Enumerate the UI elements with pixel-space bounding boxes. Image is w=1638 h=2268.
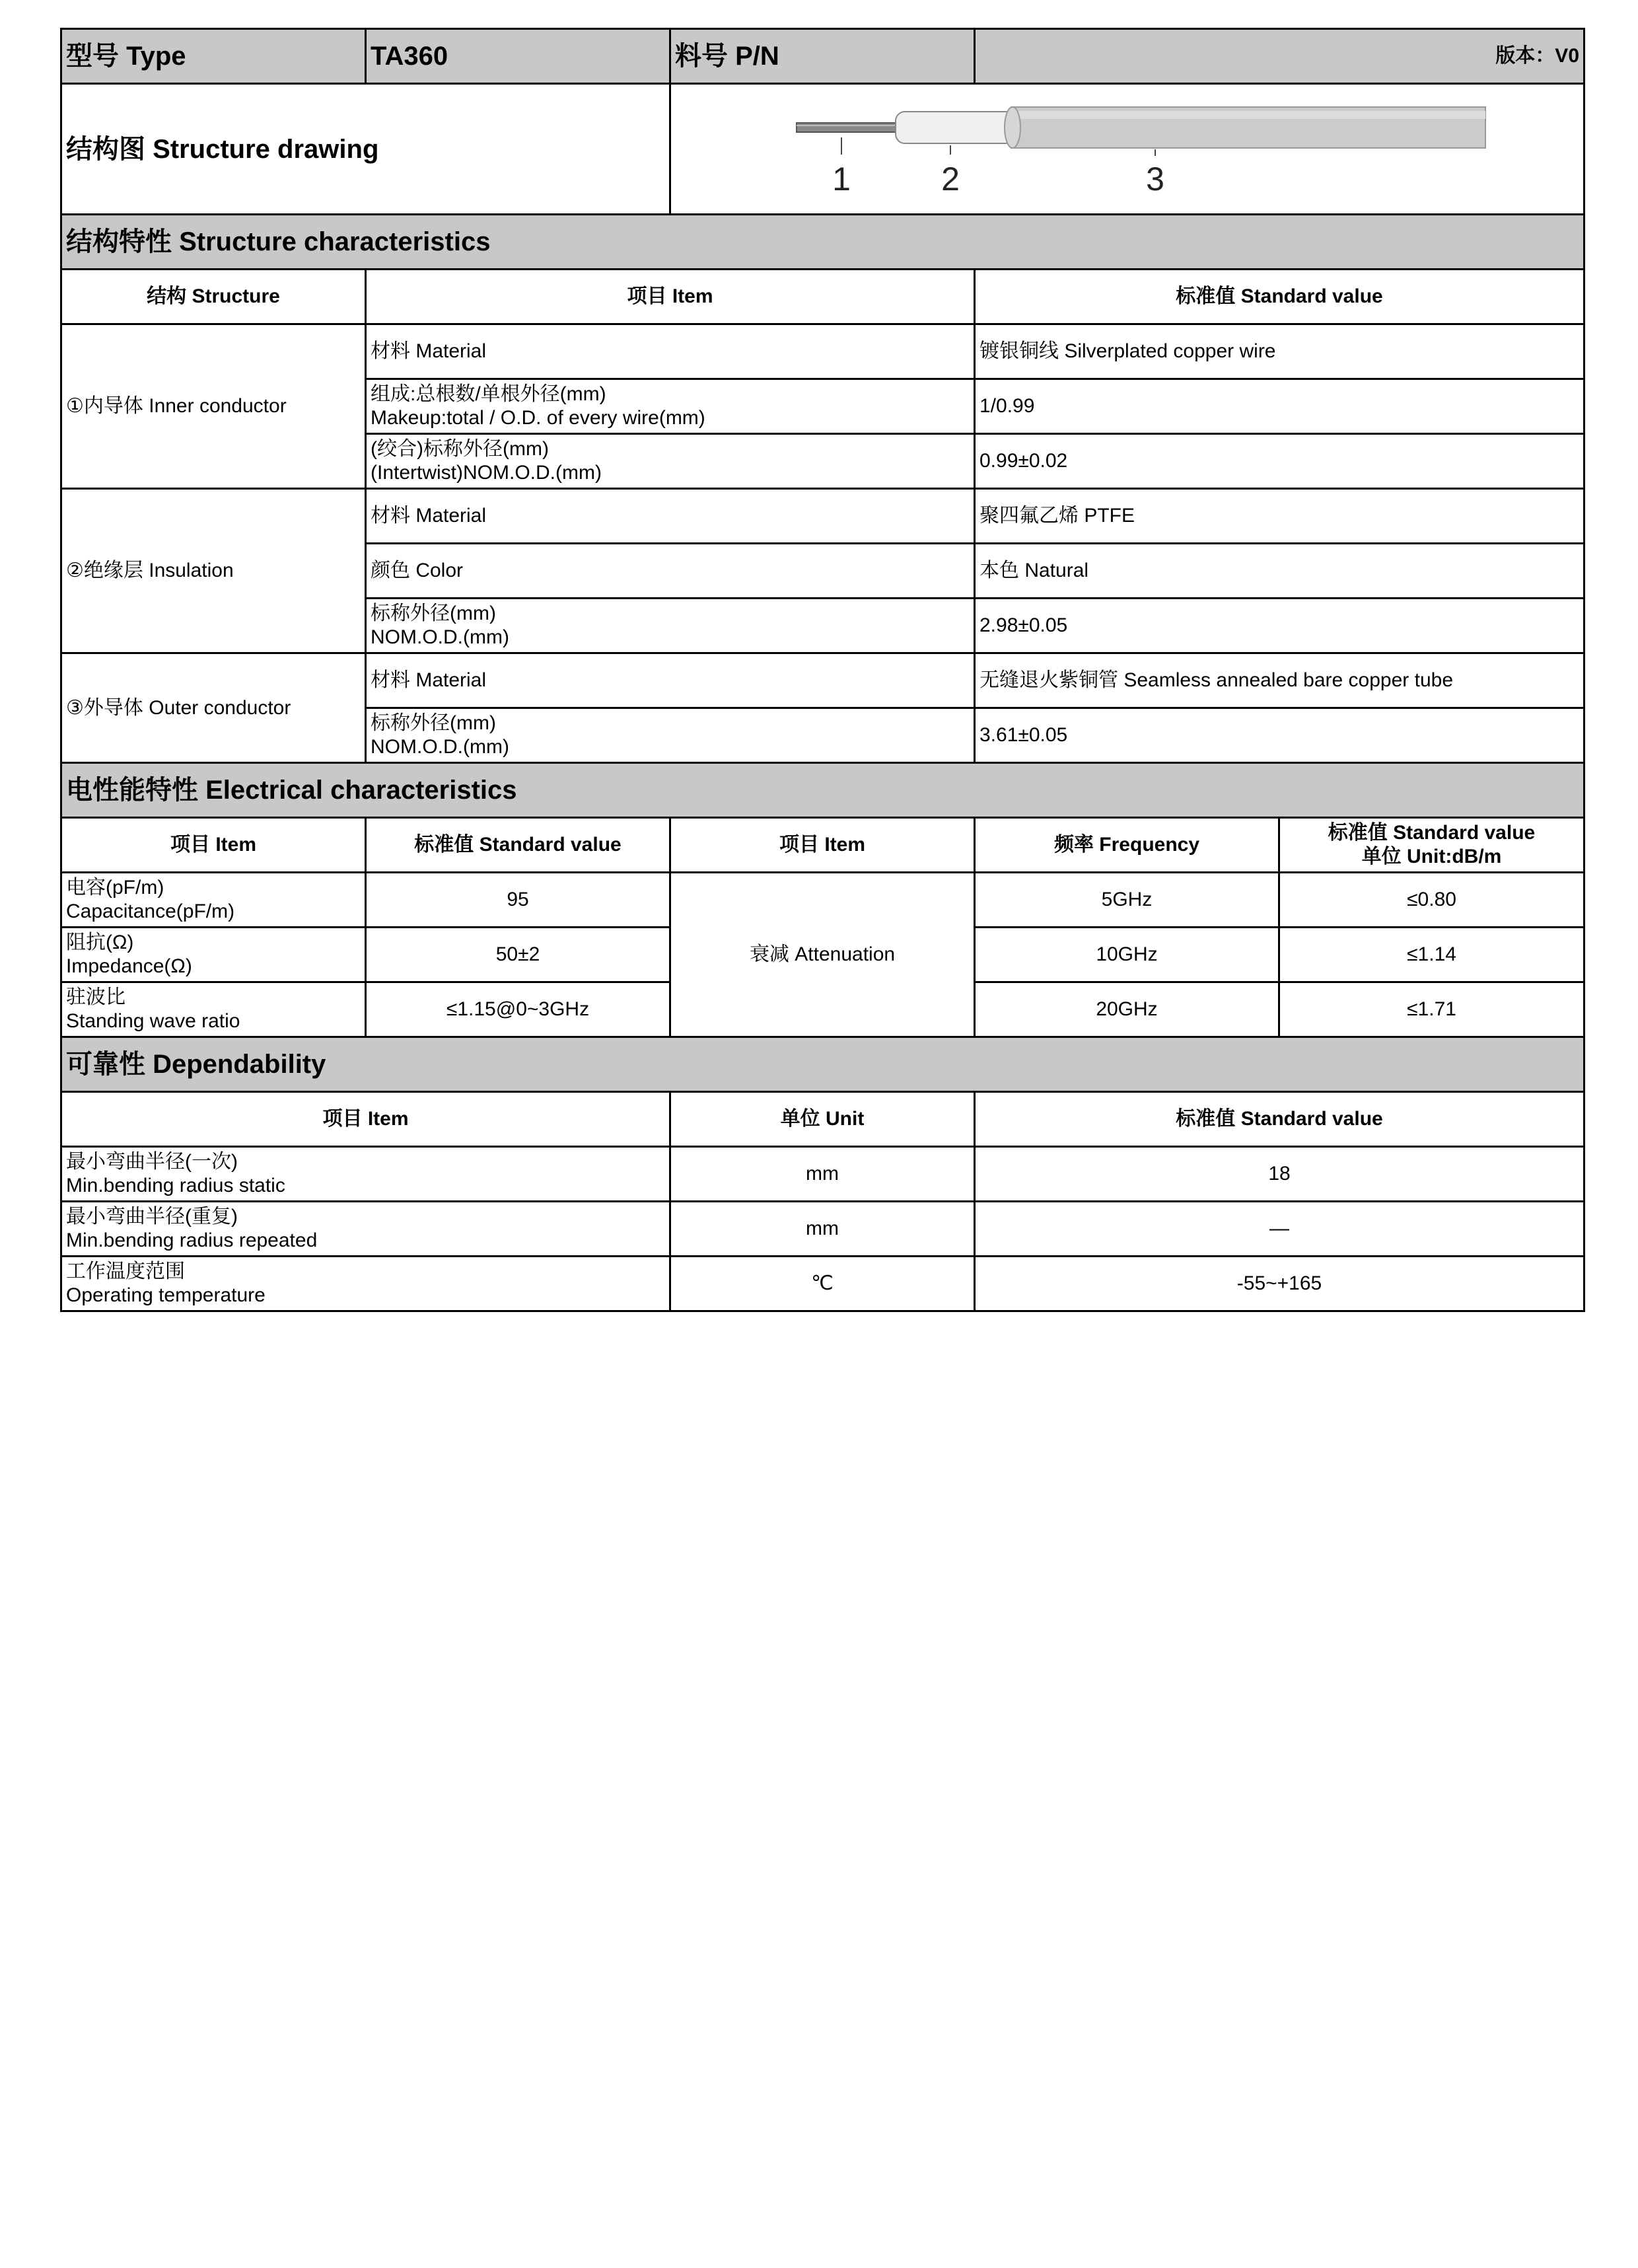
frequency-cell: 5GHz — [975, 873, 1279, 928]
callout-1: 1 — [832, 161, 851, 198]
structure-section-title: 结构特性 Structure characteristics — [61, 215, 1585, 270]
insulation-shape — [896, 112, 1015, 143]
item-cell: 材料 Material — [366, 324, 975, 379]
callout-3: 3 — [1146, 161, 1164, 198]
structure-drawing — [670, 84, 1585, 215]
col-frequency: 频率 Frequency — [975, 818, 1279, 873]
version-label: 版本：V0 — [975, 29, 1585, 84]
table-row — [61, 1147, 1585, 1202]
item-cell: 颜色 Color — [366, 544, 975, 599]
drawing-row — [61, 84, 1585, 215]
dependability-col-headers — [61, 1092, 1585, 1147]
value-cell: 95 — [366, 873, 670, 928]
type-value: TA360 — [366, 29, 670, 84]
value-cell: 本色 Natural — [975, 544, 1585, 599]
group-insulation: ②绝缘层 Insulation — [61, 489, 366, 653]
item-cell: 标称外径(mm) NOM.O.D.(mm) — [366, 599, 975, 653]
value-cell: 50±2 — [366, 928, 670, 982]
unit-cell: mm — [670, 1147, 975, 1202]
cable-diagram — [671, 85, 1585, 210]
dependability-section-title: 可靠性 Dependability — [61, 1037, 1585, 1092]
value-cell: 镀银铜线 Silverplated copper wire — [975, 324, 1585, 379]
item-cell: 最小弯曲半径(一次) Min.bending radius static — [61, 1147, 670, 1202]
structure-col-headers — [61, 270, 1585, 324]
col-standard-value: 标准值 Standard value — [975, 270, 1585, 324]
col-item-2: 项目 Item — [670, 818, 975, 873]
frequency-cell: 10GHz — [975, 928, 1279, 982]
item-cell: 电容(pF/m) Capacitance(pF/m) — [61, 873, 366, 928]
table-row — [61, 873, 1585, 928]
value-cell: 聚四氟乙烯 PTFE — [975, 489, 1585, 544]
attenuation-cell: ≤1.14 — [1279, 928, 1585, 982]
col-item: 项目 Item — [366, 270, 975, 324]
value-cell: 1/0.99 — [975, 379, 1585, 434]
item-cell: 标称外径(mm) NOM.O.D.(mm) — [366, 708, 975, 763]
item-cell: (绞合)标称外径(mm) (Intertwist)NOM.O.D.(mm) — [366, 434, 975, 489]
col-unit: 单位 Unit — [670, 1092, 975, 1147]
value-cell: 无缝退火紫铜管 Seamless annealed bare copper tube — [975, 653, 1585, 708]
value-cell: ≤1.15@0~3GHz — [366, 982, 670, 1037]
col-item: 项目 Item — [61, 818, 366, 873]
item-cell: 材料 Material — [366, 489, 975, 544]
col-item: 项目 Item — [61, 1092, 670, 1147]
table-row — [61, 1202, 1585, 1257]
electrical-section-title: 电性能特性 Electrical characteristics — [61, 763, 1585, 818]
pn-label: 料号 P/N — [670, 29, 975, 84]
inner-conductor-shape — [797, 123, 896, 132]
table-row — [61, 1257, 1585, 1311]
attenuation-cell: ≤0.80 — [1279, 873, 1585, 928]
header-row — [61, 29, 1585, 84]
structure-section-row — [61, 215, 1585, 270]
table-row — [61, 653, 1585, 708]
drawing-label: 结构图 Structure drawing — [61, 84, 670, 215]
group-outer-conductor: ③外导体 Outer conductor — [61, 653, 366, 763]
item-cell: 阻抗(Ω) Impedance(Ω) — [61, 928, 366, 982]
table-row — [61, 324, 1585, 379]
item-cell: 组成:总根数/单根外径(mm) Makeup:total / O.D. of every wire(mm) — [366, 379, 975, 434]
table-row — [61, 489, 1585, 544]
value-cell: — — [975, 1202, 1585, 1257]
callout-2: 2 — [941, 161, 960, 198]
attenuation-label: 衰减 Attenuation — [670, 873, 975, 1037]
value-cell: 2.98±0.05 — [975, 599, 1585, 653]
electrical-section-row — [61, 763, 1585, 818]
dependability-section-row — [61, 1037, 1585, 1092]
value-cell: 0.99±0.02 — [975, 434, 1585, 489]
col-structure: 结构 Structure — [61, 270, 366, 324]
value-cell: 18 — [975, 1147, 1585, 1202]
frequency-cell: 20GHz — [975, 982, 1279, 1037]
col-standard-value: 标准值 Standard value — [975, 1092, 1585, 1147]
type-label: 型号 Type — [61, 29, 366, 84]
group-inner-conductor: ①内导体 Inner conductor — [61, 324, 366, 489]
col-standard-value: 标准值 Standard value — [366, 818, 670, 873]
item-cell: 材料 Material — [366, 653, 975, 708]
attenuation-cell: ≤1.71 — [1279, 982, 1585, 1037]
item-cell: 驻波比 Standing wave ratio — [61, 982, 366, 1037]
col-standard-value-unit: 标准值 Standard value 单位 Unit:dB/m — [1279, 818, 1585, 873]
item-cell: 工作温度范围 Operating temperature — [61, 1257, 670, 1311]
item-cell: 最小弯曲半径(重复) Min.bending radius repeated — [61, 1202, 670, 1257]
value-cell: -55~+165 — [975, 1257, 1585, 1311]
spec-sheet-table — [60, 28, 1585, 1312]
unit-cell: mm — [670, 1202, 975, 1257]
electrical-col-headers — [61, 818, 1585, 873]
unit-cell: ℃ — [670, 1257, 975, 1311]
value-cell: 3.61±0.05 — [975, 708, 1585, 763]
